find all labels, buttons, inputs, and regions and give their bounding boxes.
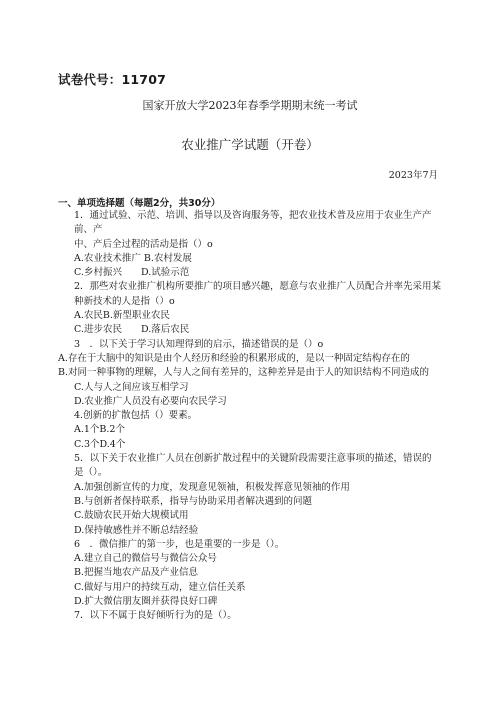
option-line: A.农民B.新型职业农民 <box>74 310 170 322</box>
question-body <box>58 209 446 624</box>
option-line: C.3个D.4个 <box>74 438 126 450</box>
question-line: 1．通过试验、示范、培训、指导以及咨询服务等，把农业技术普及应用于农业生产产前、产 <box>74 210 432 236</box>
option-line: A.1个B.2个 <box>74 424 125 436</box>
option-line: B.对同一种事物的理解，人与人之间有差异的，这种差异是由于人的知识结构不同造成的 <box>58 367 430 379</box>
section-heading: 一、单项选择题（每题2分，共30分） <box>58 198 221 209</box>
option-line: C.做好与用户的持续互动，建立信任关系 <box>74 581 246 593</box>
paper-code: 试卷代号：11707 <box>58 72 166 87</box>
option-line: B.与创新者保持联系，指导与协助采用者解决遇到的问题 <box>74 495 313 507</box>
question-line: 5．以下关于农业推广人员在创新扩散过程中的关键阶段需要注意事项的描述，错误的 <box>74 453 432 465</box>
option-line: C.人与人之间应该互相学习 <box>74 381 189 393</box>
question-line: 6 ．微信推广的第一步，也是重要的一步是（）。 <box>74 538 285 550</box>
option-line: C.鼓励农民开始大规模试用 <box>74 510 189 522</box>
question-line: 2．那些对农业推广机构所要推广的项目感兴趣，愿意与农业推广人员配合并率先采用某种新技术的人是指（）o <box>74 281 442 307</box>
question-line: 3 ．以下关于学习认知理得到的启示，描述错误的是（）o <box>74 338 324 350</box>
option-line: C.乡村振兴 D.试验示范 <box>74 267 190 279</box>
option-line: D.扩大微信朋友圈并获得良好口碑 <box>74 596 218 608</box>
option-line: A.存在于大脑中的知识是由个人经历和经验的积累形成的，是以一种固定结构存在的 <box>58 352 410 364</box>
question-line: 4.创新的扩散包括（）要素。 <box>74 410 198 422</box>
option-line: A.加强创新宣传的力度，发现意见领袖，积极发挥意见领袖的作用 <box>74 481 350 493</box>
question-line: 中、产后全过程的活动是指（）o <box>74 238 213 250</box>
option-line: C.进步农民 D.落后农民 <box>74 324 190 336</box>
option-line: A.建立自己的微信号与微信公众号 <box>74 553 217 565</box>
option-line: A.农业技术推广 B.农村发展 <box>74 252 192 264</box>
exam-title: 农业推广学试题（开卷） <box>181 137 319 152</box>
exam-date: 2023年7月 <box>388 170 438 181</box>
option-line: B.把握当地农产品及产业信息 <box>74 567 199 579</box>
question-line: 是（）。 <box>74 467 108 479</box>
option-line: D.农业推广人员没有必要向农民学习 <box>74 395 227 407</box>
question-line: 7．以下不属于良好倾听行为的是（）。 <box>74 610 237 622</box>
university-line: 国家开放大学2023年春季学期期末统一考试 <box>142 99 358 112</box>
option-line: D.保持敏感性并不断总结经验 <box>74 524 199 536</box>
